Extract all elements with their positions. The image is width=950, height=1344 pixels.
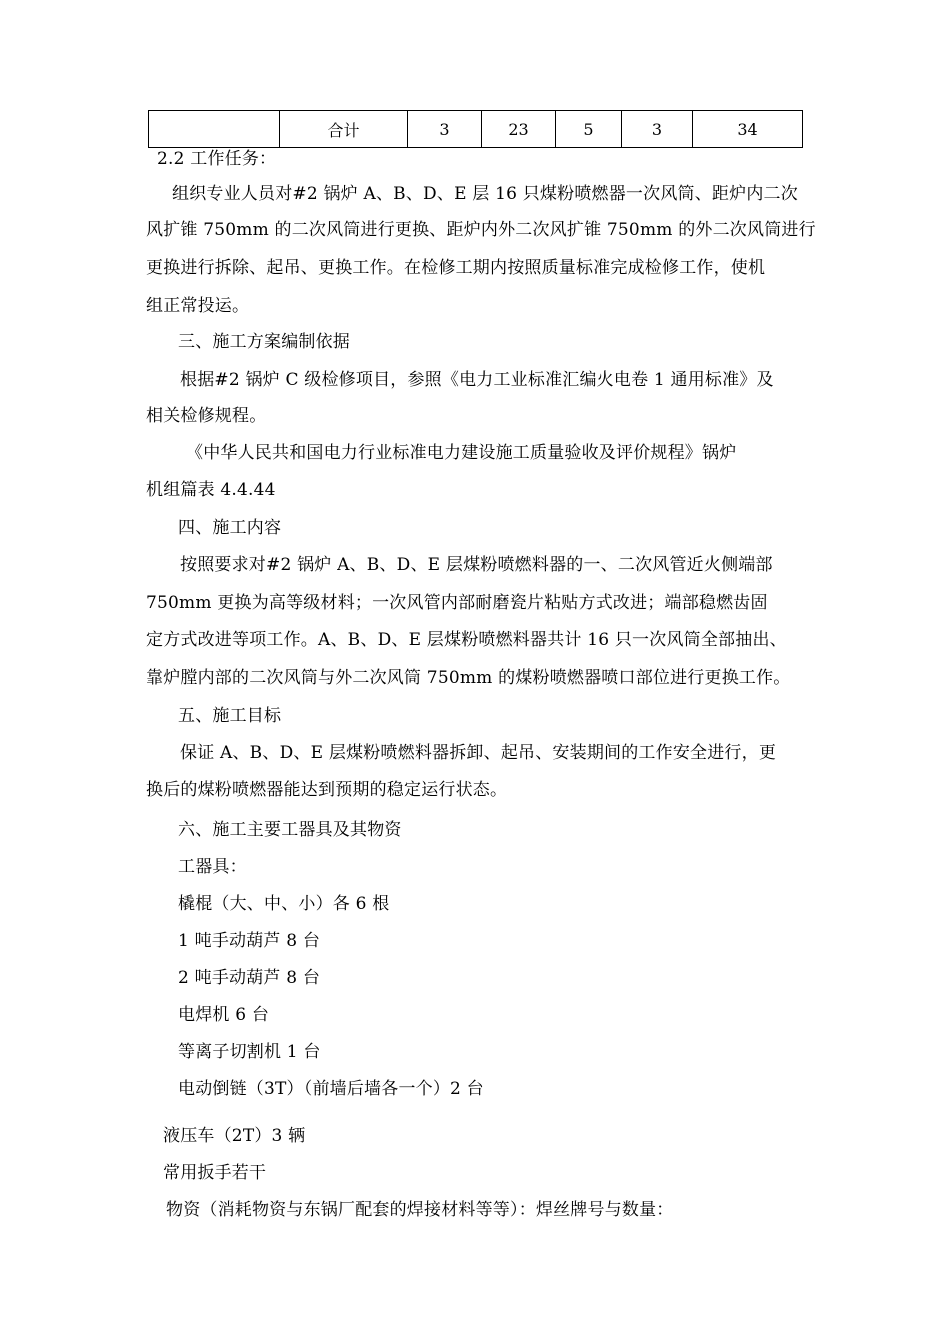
table-cell-total-label: 合计 [280,111,408,148]
table-row-total [149,111,803,148]
list-heading-tools: 工器具： [178,857,247,877]
paragraph-line: 750mm 更换为高等级材料；一次风管内部耐磨瓷片粘贴方式改进；端部稳燃齿固 [146,593,768,613]
paragraph-line: 《中华人民共和国电力行业标准电力建设施工质量验收及评价规程》锅炉 [186,443,737,463]
table-cell: 3 [622,111,693,148]
list-item: 电焊机 6 台 [178,1005,270,1025]
list-item: 液压车（2T）3 辆 [163,1126,306,1146]
list-item: 2 吨手动葫芦 8 台 [178,968,321,988]
paragraph-line: 机组篇表 4.4.44 [146,480,276,500]
summary-table [148,110,803,148]
paragraph-line: 相关检修规程。 [146,406,267,426]
section-heading-6: 六、施工主要工器具及其物资 [178,820,402,840]
list-item: 1 吨手动葫芦 8 台 [178,931,321,951]
section-heading-4: 四、施工内容 [178,518,282,538]
section-heading-3: 三、施工方案编制依据 [178,332,350,352]
list-item: 常用扳手若干 [163,1163,267,1183]
section-heading-5: 五、施工目标 [178,706,282,726]
paragraph-line: 换后的煤粉喷燃器能达到预期的稳定运行状态。 [146,780,508,800]
table-cell: 23 [482,111,556,148]
table-cell [149,111,280,148]
section-heading-2-2: 2.2 工作任务： [157,149,277,169]
paragraph-line: 按照要求对#2 锅炉 A、B、D、E 层煤粉喷燃料器的一、二次风管近火侧端部 [180,555,773,575]
paragraph-line: 保证 A、B、D、E 层煤粉喷燃料器拆卸、起吊、安装期间的工作安全进行，更 [180,743,777,763]
paragraph-line: 风扩锥 750mm 的二次风筒进行更换、距炉内外二次风扩锥 750mm 的外二次风筒进行 [146,220,816,240]
table-cell: 3 [408,111,482,148]
list-item: 电动倒链（3T）（前墙后墙各一个）2 台 [178,1079,484,1099]
paragraph-line: 靠炉膛内部的二次风筒与外二次风筒 750mm 的煤粉喷燃器喷口部位进行更换工作。 [146,668,791,688]
table-cell: 5 [556,111,622,148]
paragraph-line: 根据#2 锅炉 C 级检修项目，参照《电力工业标准汇编火电卷 1 通用标准》及 [180,370,774,390]
paragraph-line: 定方式改进等项工作。A、B、D、E 层煤粉喷燃料器共计 16 只一次风筒全部抽出、 [146,630,787,650]
paragraph-line: 组正常投运。 [146,296,250,316]
list-item: 橇棍（大、中、小）各 6 根 [178,894,390,914]
table-cell-grand-total: 34 [693,111,803,148]
paragraph-line: 更换进行拆除、起吊、更换工作。在检修工期内按照质量标准完成检修工作，使机 [146,258,766,278]
list-item: 等离子切割机 1 台 [178,1042,321,1062]
paragraph-line: 组织专业人员对#2 锅炉 A、B、D、E 层 16 只煤粉喷燃器一次风筒、距炉内二次 [172,184,798,204]
materials-line: 物资（消耗物资与东锅厂配套的焊接材料等等）：焊丝牌号与数量： [166,1200,674,1220]
